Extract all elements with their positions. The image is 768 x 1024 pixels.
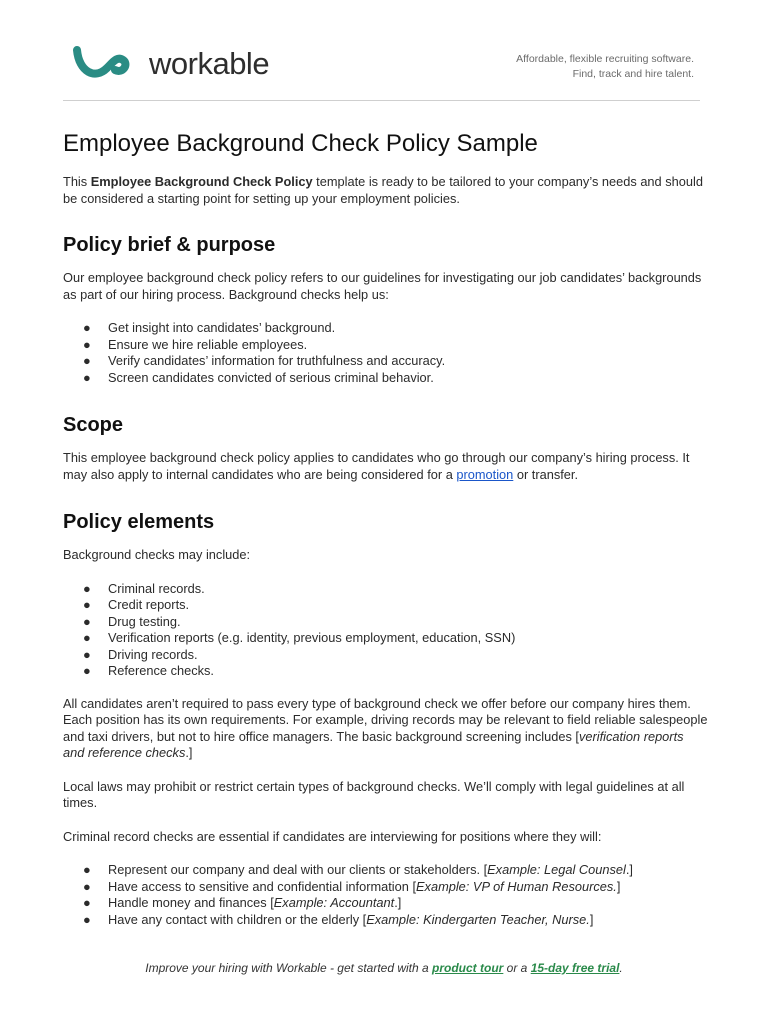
list-item-text: Represent our company and deal with our clients or stakeholders. [ (108, 862, 488, 877)
scope-text-end: or transfer. (513, 466, 579, 482)
bullet-icon: ● (83, 369, 91, 385)
list-item-end: .] (394, 895, 402, 910)
list-item-example: Example: Legal Counsel (487, 862, 626, 877)
list-item-text: Verification reports (e.g. identity, previous employment, education, SSN) (108, 630, 516, 645)
intro-text-end: template is ready to be tailored to your company’s needs and should be considered a starting point for setting up your employment policies. (63, 174, 703, 206)
list-item-text: Driving records. (108, 646, 198, 662)
list-item (63, 862, 708, 879)
policy-elements-intro: Background checks may include: (63, 547, 251, 562)
footer-text-end: . (619, 961, 623, 975)
list-item-text: Criminal records. (108, 580, 205, 596)
bullet-icon: ● (83, 862, 91, 877)
list-item (63, 912, 708, 929)
bullet-icon: ● (83, 646, 91, 662)
logo-wordmark: workable (149, 45, 270, 81)
list-item-text: Ensure we hire reliable employees. (108, 336, 308, 352)
bullet-icon: ● (83, 878, 91, 894)
requirements-text-start: All candidates aren’t required to pass every type of background check we offer before our company hires them. Each position has its own requirements. For example, driving records may be relevant to field reliable salespeople and taxi drivers, but not to hire office managers. The basic background screening includes [ (63, 695, 708, 744)
list-item (63, 879, 708, 896)
list-item-text: Screen candidates convicted of serious criminal behavior. (108, 369, 434, 385)
list-item (63, 647, 708, 664)
list-item-text: Have access to sensitive and confidential information [ (108, 878, 417, 894)
intro-paragraph (63, 174, 708, 207)
criminal-checks-list (63, 862, 708, 928)
list-item-example: Example: VP of Human Resources. (416, 878, 617, 894)
list-item (63, 581, 708, 598)
tagline-line-1: Affordable, flexible recruiting software. (516, 53, 694, 65)
footer-text-mid: or a (503, 961, 531, 975)
scope-paragraph (63, 450, 708, 483)
product-tour-link[interactable]: product tour (432, 961, 504, 975)
page-title: Employee Background Check Policy Sample (63, 130, 538, 157)
footer-text-start: Improve your hiring with Workable - get started with a (145, 961, 433, 975)
list-item-example: Example: Accountant (273, 895, 395, 910)
list-item-end: ] (589, 911, 594, 927)
promotion-link[interactable]: promotion (456, 466, 514, 482)
requirements-italic-text: verification reports and reference checks (63, 728, 684, 760)
intro-text-start: This (63, 174, 91, 189)
section-heading-scope: Scope (63, 414, 124, 436)
page-header (63, 40, 700, 102)
header-divider (63, 100, 700, 101)
criminal-checks-paragraph: Criminal record checks are essential if candidates are interviewing for positions where they will: (63, 828, 602, 844)
bullet-icon: ● (83, 336, 91, 352)
bullet-icon: ● (83, 613, 91, 629)
bullet-icon: ● (83, 663, 91, 678)
list-item-example: Example: Kindergarten Teacher, Nurse. (366, 911, 590, 927)
bullet-icon: ● (83, 353, 91, 368)
list-item-end: ] (616, 878, 621, 894)
list-item-text: Handle money and finances [ (108, 895, 274, 910)
document-body (63, 128, 708, 944)
list-item (63, 320, 708, 337)
background-checks-list (63, 581, 708, 680)
bullet-icon: ● (83, 911, 91, 927)
local-laws-paragraph: Local laws may prohibit or restrict certain types of background checks. We’ll comply with legal guidelines at all times. (63, 778, 685, 810)
scope-text-start: This employee background check policy applies to candidates who go through our company’s hiring process. It may also apply to internal candidates who are being considered for a (63, 450, 690, 482)
list-item (63, 895, 708, 912)
list-item (63, 337, 708, 354)
list-item-text: Drug testing. (108, 613, 181, 629)
workable-logo[interactable] (73, 46, 269, 80)
list-item-text: Get insight into candidates’ background. (108, 320, 336, 335)
section-heading-policy-elements: Policy elements (63, 511, 215, 533)
list-item (63, 614, 708, 631)
list-item-text: Verify candidates’ information for truthfulness and accuracy. (108, 353, 446, 368)
bullet-icon: ● (83, 895, 91, 910)
intro-bold-text: Employee Background Check Policy (90, 174, 313, 189)
list-item (63, 663, 708, 680)
tagline-line-2: Find, track and hire talent. (572, 68, 694, 80)
list-item-end: .] (625, 862, 633, 877)
policy-brief-paragraph: Our employee background check policy refers to our guidelines for investigating our job candidates’ backgrounds as part of our hiring process. Background checks help us: (63, 270, 702, 302)
list-item (63, 370, 708, 387)
bullet-icon: ● (83, 630, 91, 645)
list-item (63, 597, 708, 614)
requirements-text-end: .] (185, 745, 193, 760)
list-item (63, 630, 708, 647)
bullet-icon: ● (83, 580, 91, 596)
list-item-text: Credit reports. (108, 597, 190, 612)
policy-brief-list (63, 320, 708, 386)
page-footer (0, 961, 768, 975)
workable-logo-icon (73, 46, 137, 80)
bullet-icon: ● (83, 320, 91, 335)
list-item-text: Reference checks. (108, 663, 214, 678)
list-item-text: Have any contact with children or the elderly [ (108, 911, 367, 927)
free-trial-link[interactable]: 15-day free trial (530, 961, 620, 975)
header-tagline (516, 52, 694, 82)
bullet-icon: ● (83, 597, 91, 612)
requirements-paragraph (63, 696, 708, 762)
section-heading-policy-brief: Policy brief & purpose (63, 234, 276, 256)
list-item (63, 353, 708, 370)
